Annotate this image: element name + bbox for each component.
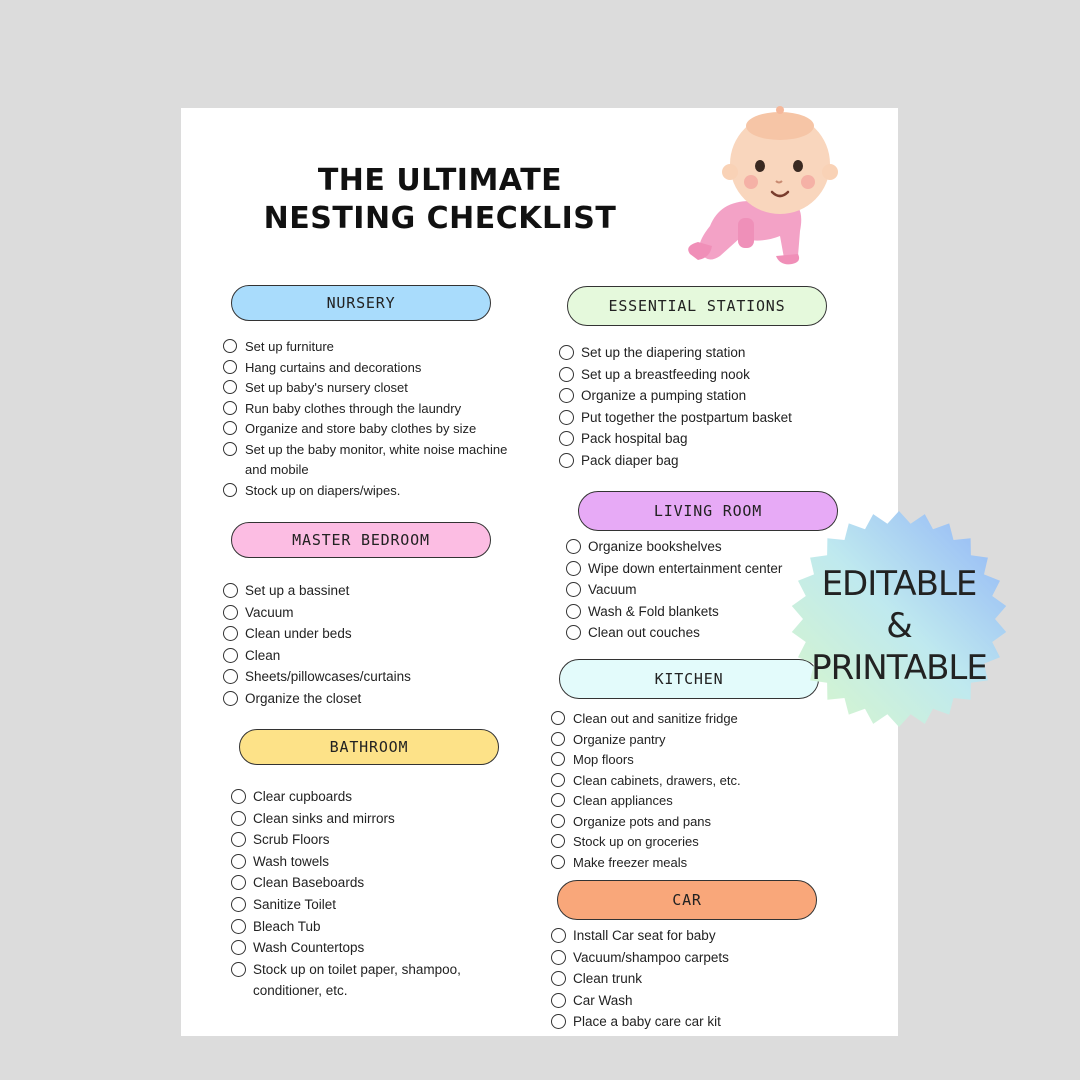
checkbox[interactable]	[223, 605, 238, 620]
checkbox[interactable]	[223, 669, 238, 684]
checklist-item-label: Pack diaper bag	[581, 452, 679, 468]
checkbox[interactable]	[566, 604, 581, 619]
checklist-item	[566, 558, 816, 580]
checklist-item	[551, 1011, 851, 1033]
checklist-item	[551, 968, 851, 990]
master-bedroom-heading-label: MASTER BEDROOM	[292, 531, 430, 549]
checklist-item-label: Clean	[245, 647, 281, 663]
badge-text	[790, 563, 1008, 689]
car-list	[551, 925, 851, 1033]
badge-line-2: &	[886, 606, 912, 646]
checklist-item	[231, 808, 531, 830]
crawling-baby-illustration	[680, 106, 845, 266]
checklist-item-label: Set up the baby monitor, white noise machine and mobile	[245, 441, 508, 477]
checkbox[interactable]	[566, 539, 581, 554]
checkbox[interactable]	[551, 950, 566, 965]
checkbox[interactable]	[223, 380, 237, 394]
checkbox[interactable]	[551, 773, 565, 787]
checkbox[interactable]	[231, 854, 246, 869]
checklist-item-label: Set up baby's nursery closet	[245, 380, 408, 395]
checklist-item-label: Put together the postpartum basket	[581, 409, 792, 425]
checklist-item	[566, 579, 816, 601]
checklist-item-label: Wash towels	[253, 853, 330, 869]
checkbox[interactable]	[559, 410, 574, 425]
checkbox[interactable]	[231, 919, 246, 934]
checklist-item-label: Stock up on groceries	[573, 834, 699, 849]
checklist-item-label: Sanitize Toilet	[253, 896, 337, 912]
checklist-item-label: Vacuum	[245, 604, 294, 620]
master-bedroom-list	[223, 580, 523, 710]
checklist-item	[231, 851, 531, 873]
bathroom-heading-label: BATHROOM	[329, 738, 409, 756]
checklist-item	[551, 990, 851, 1012]
checklist-item	[551, 730, 851, 751]
checkbox[interactable]	[223, 648, 238, 663]
checklist-item	[223, 440, 523, 481]
checkbox[interactable]	[566, 561, 581, 576]
checkbox[interactable]	[559, 388, 574, 403]
checklist-item-label: Organize pots and pans	[573, 813, 712, 829]
checkbox[interactable]	[231, 832, 246, 847]
checklist-item-label: Hang curtains and decorations	[245, 359, 422, 375]
checklist-item	[231, 937, 531, 959]
checklist-item	[559, 407, 859, 429]
checklist-item-label: Clean out couches	[588, 625, 700, 641]
checklist-item-label: Car Wash	[573, 992, 633, 1008]
checklist-item	[223, 666, 523, 688]
checkbox[interactable]	[551, 993, 566, 1008]
checklist-item-label: Set up the diapering station	[581, 345, 746, 360]
checkbox[interactable]	[566, 625, 581, 640]
checklist-item-label: Clean appliances	[573, 793, 673, 808]
checkbox[interactable]	[223, 401, 237, 415]
checkbox[interactable]	[223, 691, 238, 706]
checklist-item-label: Organize and store baby clothes by size	[245, 421, 477, 436]
nursery-heading-label: NURSERY	[326, 294, 396, 312]
checkbox[interactable]	[551, 1014, 566, 1029]
master-bedroom-heading	[231, 522, 491, 558]
checkbox[interactable]	[551, 855, 565, 869]
checklist-item-label: Bleach Tub	[253, 918, 321, 934]
checkbox[interactable]	[551, 711, 565, 725]
checkbox[interactable]	[559, 453, 574, 468]
checklist-item	[231, 872, 531, 894]
checklist-item-label: Install Car seat for baby	[573, 928, 716, 943]
car-heading-label: CAR	[672, 891, 702, 909]
checkbox[interactable]	[231, 875, 246, 890]
checklist-item	[551, 832, 851, 853]
checklist-item-label: Clean sinks and mirrors	[253, 810, 395, 826]
checkbox[interactable]	[223, 483, 237, 497]
checklist-item-label: Run baby clothes through the laundry	[245, 400, 462, 416]
nursery-list	[223, 337, 523, 501]
checkbox[interactable]	[551, 793, 565, 807]
checkbox[interactable]	[551, 928, 566, 943]
checkbox[interactable]	[231, 789, 246, 804]
checklist-item-label: Stock up on toilet paper, shampoo, conditioner, etc.	[253, 961, 461, 999]
checklist-item	[231, 894, 531, 916]
checklist-item-label: Pack hospital bag	[581, 431, 688, 447]
checklist-item	[551, 947, 851, 969]
title-line-2: NESTING CHECKLIST	[263, 201, 617, 236]
living-room-heading-label: LIVING ROOM	[653, 502, 763, 520]
checklist-item	[231, 786, 531, 808]
kitchen-heading-label: KITCHEN	[654, 670, 724, 688]
checklist-item-label: Place a baby care car kit	[573, 1014, 721, 1030]
title-line-1: THE ULTIMATE	[317, 163, 563, 198]
checklist-item-label: Make freezer meals	[573, 854, 688, 870]
checkbox[interactable]	[551, 971, 566, 986]
checklist-item-label: Organize a pumping station	[581, 388, 747, 404]
checklist-item-label: Clean Baseboards	[253, 875, 365, 891]
checklist-item-label: Clean trunk	[573, 971, 643, 987]
checklist-item	[566, 622, 816, 644]
checklist-item-label: Clean under beds	[245, 626, 352, 642]
checklist-item	[566, 601, 816, 623]
checkbox[interactable]	[231, 811, 246, 826]
checklist-item-label: Mop floors	[573, 752, 634, 767]
checklist-item	[231, 829, 531, 851]
checklist-item	[559, 428, 859, 450]
checklist-item	[566, 536, 816, 558]
checklist-item-label: Wash Countertops	[253, 940, 365, 956]
kitchen-list	[551, 709, 851, 873]
badge-line-3: PRINTABLE	[811, 648, 987, 688]
checklist-item	[223, 419, 523, 440]
checkbox[interactable]	[231, 897, 246, 912]
checklist-item-label: Stock up on diapers/wipes.	[245, 482, 401, 498]
checklist-item	[223, 623, 523, 645]
checkbox[interactable]	[559, 431, 574, 446]
checklist-item	[559, 342, 859, 364]
checkbox[interactable]	[551, 732, 565, 746]
checklist-item	[223, 602, 523, 624]
checklist-item	[551, 925, 851, 947]
kitchen-heading	[559, 659, 819, 699]
checklist-item	[223, 580, 523, 602]
checklist-item	[551, 853, 851, 874]
checkbox[interactable]	[566, 582, 581, 597]
checklist-item-label: Wash & Fold blankets	[588, 603, 719, 619]
essential-stations-heading	[567, 286, 827, 326]
checklist-item-label: Organize pantry	[573, 731, 666, 747]
checklist-item-label: Organize bookshelves	[588, 539, 722, 554]
checklist-item	[551, 812, 851, 833]
badge-line-1: EDITABLE	[821, 564, 977, 604]
checklist-item-label: Set up furniture	[245, 339, 334, 354]
checkbox[interactable]	[223, 583, 238, 598]
living-room-list	[566, 536, 816, 644]
checklist-item-label: Wipe down entertainment center	[588, 560, 783, 576]
car-heading	[557, 880, 817, 920]
checkbox[interactable]	[551, 814, 565, 828]
page-title	[225, 162, 655, 238]
checkbox[interactable]	[559, 367, 574, 382]
checklist-item	[223, 481, 523, 502]
checkbox[interactable]	[551, 834, 565, 848]
checklist-item	[559, 450, 859, 472]
essential-stations-heading-label: ESSENTIAL STATIONS	[608, 297, 786, 315]
checklist-item	[223, 337, 523, 358]
bathroom-list	[231, 786, 531, 999]
checklist-item-label: Organize the closet	[245, 690, 362, 706]
checklist-item	[223, 378, 523, 399]
checklist-item-label: Clean cabinets, drawers, etc.	[573, 772, 741, 788]
checkbox[interactable]	[231, 940, 246, 955]
checkbox[interactable]	[559, 345, 574, 360]
checklist-item-label: Vacuum	[588, 582, 637, 598]
checkbox[interactable]	[551, 752, 565, 766]
nursery-heading	[231, 285, 491, 321]
checklist-item-label: Set up a breastfeeding nook	[581, 366, 750, 382]
checkbox[interactable]	[223, 626, 238, 641]
checklist-item	[551, 750, 851, 771]
checklist-item	[223, 688, 523, 710]
checklist-item-label: Vacuum/shampoo carpets	[573, 949, 729, 965]
checklist-item	[559, 364, 859, 386]
checklist-item-label: Set up a bassinet	[245, 583, 350, 598]
checklist-item-label: Clean out and sanitize fridge	[573, 711, 738, 726]
checklist-item	[559, 385, 859, 407]
checklist-item-label: Sheets/pillowcases/curtains	[245, 669, 411, 685]
checklist-item-label: Scrub Floors	[253, 832, 330, 848]
checklist-item	[231, 916, 531, 938]
checkbox[interactable]	[223, 442, 237, 456]
checklist-item	[223, 645, 523, 667]
checklist-item	[223, 358, 523, 379]
checkbox[interactable]	[231, 962, 246, 977]
checkbox[interactable]	[223, 360, 237, 374]
checklist-item	[231, 959, 531, 999]
checklist-item	[551, 791, 851, 812]
bathroom-heading	[239, 729, 499, 765]
checklist-item	[551, 771, 851, 792]
essential-stations-list	[559, 342, 859, 472]
checkbox[interactable]	[223, 339, 237, 353]
checklist-item-label: Clear cupboards	[253, 789, 353, 804]
checklist-item	[223, 399, 523, 420]
checkbox[interactable]	[223, 421, 237, 435]
